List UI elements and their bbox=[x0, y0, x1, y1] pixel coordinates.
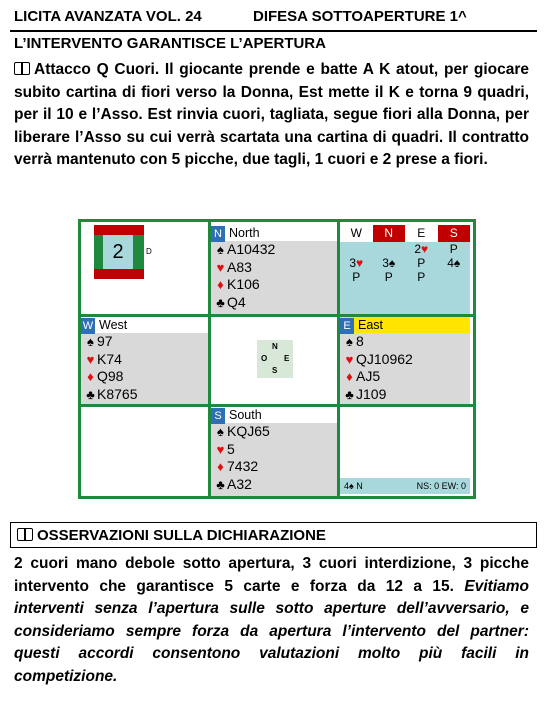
intro-text: Attacco Q Cuori. Il giocante prende e batte A K atout, per giocare subito cartina di fiori verso la Donna, Est mette il K e torna 9 quadri, per il 10 e l’Asso. Est rinvia cuori, tagliata, segue fiori alla Donna, per liberare l’Asso su cui verrà scartata una cartina di quadri. Il contratto verrà mantenuto con 5 picche, due tagli, 1 cuori e 2 prese a fiori. bbox=[14, 61, 529, 168]
west-clubs: K8765 bbox=[97, 385, 138, 402]
compass bbox=[257, 340, 293, 378]
player-name-east: East bbox=[358, 318, 384, 332]
diamond-icon: ♦ bbox=[346, 369, 353, 384]
book-icon bbox=[14, 62, 30, 75]
south-clubs: A32 bbox=[227, 475, 252, 492]
book-icon bbox=[17, 528, 33, 541]
north-diamonds: K106 bbox=[227, 276, 260, 292]
spade-icon: ♠ bbox=[346, 334, 353, 349]
dir-badge-west: W bbox=[82, 320, 94, 332]
bid-cell: P bbox=[417, 256, 426, 270]
north-spades: A10432 bbox=[227, 241, 276, 257]
compass-s: S bbox=[272, 366, 278, 375]
bid-cell: P bbox=[352, 270, 361, 284]
club-icon: ♣ bbox=[345, 386, 354, 402]
board-footer bbox=[340, 478, 470, 494]
east-diamonds: AJ5 bbox=[356, 368, 381, 384]
obs-italic: Evitiamo interventi senza l’apertura sulle sotto aperture dell’avversario, e consideriamo sempre forza da apertura l’intervento del partner: questi accordi consentono valutazioni molto più facili in competizione. bbox=[14, 577, 530, 685]
bid-cell: P bbox=[449, 242, 458, 256]
diamond-icon: ♦ bbox=[87, 369, 94, 384]
bid-cell bbox=[438, 270, 471, 284]
compass-e: E bbox=[284, 354, 290, 363]
bid-cell: P bbox=[384, 270, 393, 284]
east-clubs: J109 bbox=[356, 385, 387, 402]
hand-north bbox=[211, 225, 337, 314]
spade-icon: ♠ bbox=[217, 242, 224, 257]
diamond-icon: ♦ bbox=[217, 277, 224, 292]
dir-badge-east: E bbox=[340, 318, 354, 334]
bid-cell: 2♥ bbox=[414, 242, 429, 256]
header-title-right: DIFESA SOTTOAPERTURE 1^ bbox=[253, 8, 467, 25]
board-number-box bbox=[94, 225, 152, 279]
score: NS: 0 EW: 0 bbox=[416, 481, 466, 491]
player-name-south: South bbox=[229, 408, 262, 422]
east-hearts: QJ10962 bbox=[356, 350, 413, 367]
dealer-mark: D bbox=[146, 247, 152, 256]
bid-cell bbox=[340, 242, 373, 256]
heart-icon: ♥ bbox=[216, 259, 225, 275]
bid-header-e: E bbox=[405, 225, 438, 242]
spade-icon: ♠ bbox=[87, 334, 94, 349]
player-name-north: North bbox=[229, 226, 260, 240]
header-title-left: LICITA AVANZATA VOL. 24 bbox=[14, 8, 202, 25]
board-number: 2 bbox=[103, 235, 133, 269]
west-hearts: K74 bbox=[97, 350, 122, 367]
section-title: L’INTERVENTO GARANTISCE L’APERTURA bbox=[14, 35, 326, 52]
diamond-icon: ♦ bbox=[217, 459, 224, 474]
bid-header-s: S bbox=[438, 225, 471, 242]
club-icon: ♣ bbox=[216, 294, 225, 310]
hand-south bbox=[211, 407, 337, 496]
hand-east bbox=[340, 317, 470, 404]
spade-icon: ♠ bbox=[217, 424, 224, 439]
heart-icon: ♥ bbox=[345, 351, 354, 367]
south-hearts: 5 bbox=[227, 440, 235, 457]
bid-cell: 3♠ bbox=[382, 256, 396, 270]
bridge-board bbox=[78, 219, 476, 499]
bid-header-n: N bbox=[373, 225, 406, 242]
section-header bbox=[10, 522, 537, 548]
west-spades: 97 bbox=[97, 333, 113, 349]
bid-cell: 3♥ bbox=[349, 256, 364, 270]
heart-icon: ♥ bbox=[86, 351, 95, 367]
west-diamonds: Q98 bbox=[97, 368, 124, 384]
bid-cell: P bbox=[417, 270, 426, 284]
club-icon: ♣ bbox=[216, 476, 225, 492]
observations-paragraph bbox=[14, 553, 529, 689]
bid-header-w: W bbox=[340, 225, 373, 242]
north-hearts: A83 bbox=[227, 258, 252, 275]
compass-n: N bbox=[272, 342, 278, 351]
player-name-west: West bbox=[99, 318, 128, 332]
intro-paragraph bbox=[14, 59, 529, 172]
bid-cell bbox=[373, 242, 406, 256]
hand-west bbox=[81, 317, 208, 404]
contract: 4♠ N bbox=[344, 481, 363, 491]
compass-o: O bbox=[261, 354, 268, 363]
dir-badge-south: S bbox=[211, 408, 225, 424]
north-clubs: Q4 bbox=[227, 293, 246, 310]
page-header bbox=[10, 4, 537, 32]
south-diamonds: 7432 bbox=[227, 458, 259, 474]
section-header-title: OSSERVAZIONI SULLA DICHIARAZIONE bbox=[37, 527, 326, 544]
bidding-box bbox=[340, 225, 470, 314]
dir-badge-north: N bbox=[211, 226, 225, 242]
heart-icon: ♥ bbox=[216, 441, 225, 457]
bid-cell: 4♠ bbox=[447, 256, 461, 270]
club-icon: ♣ bbox=[86, 386, 95, 402]
obs-normal: 2 cuori mano debole sotto apertura, 3 cuori interdizione, 3 picche intervento che garantisce 5 carte e forza da 12 a 15. bbox=[14, 555, 529, 595]
east-spades: 8 bbox=[356, 333, 364, 349]
south-spades: KQJ65 bbox=[227, 423, 270, 439]
